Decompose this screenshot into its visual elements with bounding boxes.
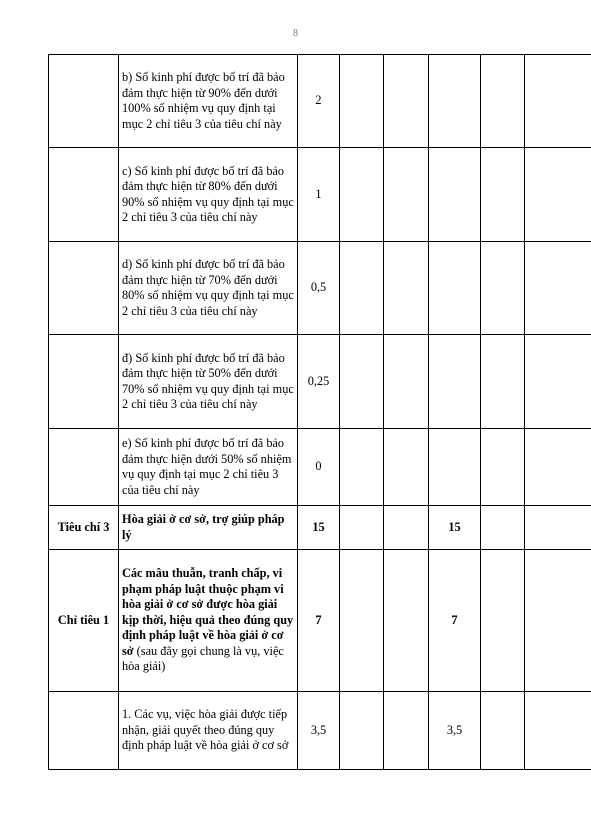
indicator-points: 7 <box>298 550 340 692</box>
indicator-title-note: (sau đây gọi chung là vụ, việc hòa giải) <box>122 643 284 674</box>
page-number: 8 <box>293 28 298 39</box>
criterion-code: Tiêu chí 3 <box>49 506 119 550</box>
row-points: 0,25 <box>298 335 340 429</box>
table-row <box>49 55 591 148</box>
table-row <box>49 429 591 506</box>
criterion-max-points: 15 <box>429 506 481 550</box>
item-description: 1. Các vụ, việc hòa giải được tiếp nhận, giải quyết theo đúng quy định pháp luật về hòa giải ở cơ sở <box>119 692 298 770</box>
indicator-code-cell <box>49 692 119 770</box>
row-points: 0 <box>298 429 340 506</box>
row-points: 1 <box>298 148 340 242</box>
row-points: 0,5 <box>298 242 340 335</box>
criteria-code-cell <box>49 148 119 242</box>
criteria-code-cell <box>49 55 119 148</box>
table-row <box>49 242 591 335</box>
row-points: 2 <box>298 55 340 148</box>
indicator-title <box>119 550 298 692</box>
row-description: d) Số kinh phí được bố trí đã bảo đảm thực hiện từ 70% đến dưới 80% số nhiệm vụ quy định tại mục 2 chỉ tiêu 3 của tiêu chí này <box>119 242 298 335</box>
row-description: b) Số kinh phí được bố trí đã bảo đảm thực hiện từ 90% đến dưới 100% số nhiệm vụ quy định tại mục 2 chỉ tiêu 3 của tiêu chí này <box>119 55 298 148</box>
criteria-code-cell <box>49 335 119 429</box>
row-description: đ) Số kinh phí được bố trí đã bảo đảm thực hiện từ 50% đến dưới 70% số nhiệm vụ quy định tại mục 2 chỉ tiêu 3 của tiêu chí này <box>119 335 298 429</box>
criterion-points: 15 <box>298 506 340 550</box>
item-points: 3,5 <box>298 692 340 770</box>
criterion-row <box>49 506 591 550</box>
table-row <box>49 335 591 429</box>
criteria-table <box>48 54 591 770</box>
indicator-max-points: 7 <box>429 550 481 692</box>
table-row <box>49 148 591 242</box>
criterion-title: Hòa giải ở cơ sở, trợ giúp pháp lý <box>119 506 298 550</box>
row-description: e) Số kinh phí được bố trí đã bảo đảm thực hiện dưới 50% số nhiệm vụ quy định tại mục 2 chỉ tiêu 3 của tiêu chí này <box>119 429 298 506</box>
criteria-code-cell <box>49 429 119 506</box>
indicator-title-bold: Các mâu thuẫn, tranh chấp, vi phạm pháp luật thuộc phạm vi hòa giải ở cơ sở được hòa giải kịp thời, hiệu quả theo đúng quy định pháp luật về hòa giải ở cơ sở <box>122 566 294 658</box>
criteria-code-cell <box>49 242 119 335</box>
item-max-points: 3,5 <box>429 692 481 770</box>
item-row <box>49 692 591 770</box>
indicator-code: Chỉ tiêu 1 <box>49 550 119 692</box>
indicator-row <box>49 550 591 692</box>
row-description: c) Số kinh phí được bố trí đã bảo đảm thực hiện từ 80% đến dưới 90% số nhiệm vụ quy định tại mục 2 chỉ tiêu 3 của tiêu chí này <box>119 148 298 242</box>
